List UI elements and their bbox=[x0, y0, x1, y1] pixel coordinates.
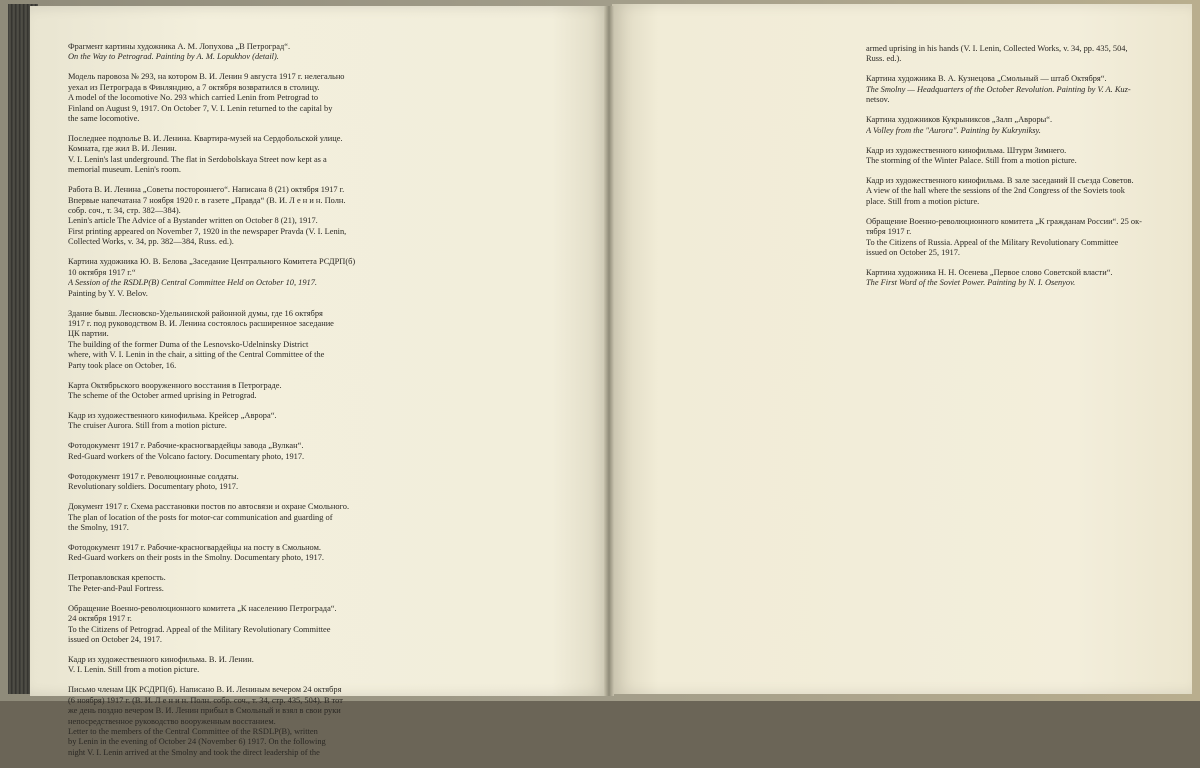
caption-line: ЦК партии. bbox=[68, 329, 109, 339]
caption-line: A Volley from the "Aurora". Painting by Kukryniksy. bbox=[866, 125, 1041, 135]
caption-line: Russ. ed.). bbox=[866, 54, 902, 64]
left-caption-column bbox=[68, 42, 366, 768]
caption-line: 24 октября 1917 г. bbox=[68, 614, 132, 624]
caption-entry bbox=[866, 44, 1178, 65]
caption-line: (6 ноября) 1917 г. (В. И. Л е н и н. Полн. собр. соч., т. 34, стр. 435, 504). В тот bbox=[68, 695, 343, 705]
caption-line: netsov. bbox=[866, 95, 890, 105]
caption-entry bbox=[68, 472, 366, 493]
caption-line: Картина художника Ю. В. Белова „Заседание Центрального Комитета РСДРП(б) bbox=[68, 257, 356, 267]
caption-entry bbox=[68, 604, 366, 646]
caption-line: First printing appeared on November 7, 1920 in the newspaper Pravda (V. I. Lenin, bbox=[68, 226, 347, 236]
caption-entry bbox=[68, 309, 366, 371]
caption-line: Модель паровоза № 293, на котором В. И. Ленин 9 августа 1917 г. нелегально bbox=[68, 72, 345, 82]
caption-line: Фотодокумент 1917 г. Рабочие-красногвардейцы завода „Вулкан“. bbox=[68, 441, 304, 451]
caption-entry bbox=[68, 72, 366, 124]
caption-line: issued on October 25, 1917. bbox=[866, 248, 960, 258]
book-gutter bbox=[604, 6, 614, 696]
caption-line: 10 октября 1917 г.“ bbox=[68, 267, 136, 277]
caption-line: Party took place on October, 16. bbox=[68, 360, 177, 370]
caption-line: Finland on August 9, 1917. On October 7, V. I. Lenin returned to the capital by bbox=[68, 103, 333, 113]
caption-line: The storming of the Winter Palace. Still from a motion picture. bbox=[866, 156, 1077, 166]
caption-line: To the Citizens of Petrograd. Appeal of the Military Revolutionary Committee bbox=[68, 624, 331, 634]
caption-entry bbox=[68, 502, 366, 533]
caption-line: place. Still from a motion picture. bbox=[866, 196, 980, 206]
caption-entry bbox=[866, 115, 1178, 136]
caption-line: A model of the locomotive No. 293 which carried Lenin from Petrograd to bbox=[68, 93, 319, 103]
caption-entry bbox=[866, 146, 1178, 167]
caption-line: night V. I. Lenin arrived at the Smolny and took the direct leadership of the bbox=[68, 747, 320, 757]
caption-line: тября 1917 г. bbox=[866, 227, 912, 237]
caption-entry bbox=[68, 42, 366, 63]
caption-line: Collected Works, v. 34, pp. 382—384, Russ. ed.). bbox=[68, 237, 234, 247]
caption-entry bbox=[68, 185, 366, 247]
caption-line: issued on October 24, 1917. bbox=[68, 635, 162, 644]
caption-line: Фотодокумент 1917 г. Революционные солдаты. bbox=[68, 471, 239, 481]
caption-line: Карта Октябрьского вооруженного восстания в Петрограде. bbox=[68, 380, 282, 390]
caption-line: же день поздно вечером В. И. Ленин прибыл в Смольный и взял в свои руки bbox=[68, 706, 341, 716]
caption-line: The Peter-and-Paul Fortress. bbox=[68, 583, 164, 593]
caption-line: Фотодокумент 1917 г. Рабочие-красногвардейцы на посту в Смольном. bbox=[68, 542, 321, 552]
caption-entry bbox=[68, 573, 366, 594]
caption-line: Письмо членам ЦК РСДРП(б). Написано В. И. Лениным вечером 24 октября bbox=[68, 685, 342, 695]
caption-line: The Smolny — Headquarters of the October Revolution. Painting by V. A. Kuz- bbox=[866, 84, 1131, 94]
caption-line: Кадр из художественного кинофильма. В зале заседаний II съезда Советов. bbox=[866, 176, 1134, 186]
caption-entry bbox=[68, 381, 366, 402]
caption-entry bbox=[68, 134, 366, 176]
caption-line: Кадр из художественного кинофильма. Штурм Зимнего. bbox=[866, 145, 1067, 155]
caption-entry bbox=[866, 217, 1178, 259]
caption-line: Red-Guard workers of the Volcano factory. Documentary photo, 1917. bbox=[68, 451, 305, 461]
caption-line: Кадр из художественного кинофильма. Крейсер „Аврора“. bbox=[68, 410, 277, 420]
caption-line: Кадр из художественного кинофильма. В. И. Ленин. bbox=[68, 655, 254, 664]
caption-line: A Session of the RSDLP(B) Central Committee Held on October 10, 1917. bbox=[68, 278, 317, 288]
caption-line: Петропавловская крепость. bbox=[68, 573, 166, 583]
right-caption-column bbox=[866, 44, 1178, 298]
caption-line: Фрагмент картины художника А. М. Лопухова „В Петроград“. bbox=[68, 42, 291, 51]
caption-entry bbox=[68, 685, 366, 758]
caption-line: непосредственное руководство вооруженным восстанием. bbox=[68, 716, 276, 726]
caption-line: Revolutionary soldiers. Documentary photo, 1917. bbox=[68, 482, 239, 492]
caption-line: Комната, где жил В. И. Ленин. bbox=[68, 144, 177, 154]
caption-line: уехал из Петрограда в Финляндию, а 7 октября возвратился в столицу. bbox=[68, 82, 320, 92]
caption-entry bbox=[68, 655, 366, 676]
caption-entry bbox=[68, 543, 366, 564]
caption-line: memorial museum. Lenin's room. bbox=[68, 165, 181, 175]
caption-line: by Lenin in the evening of October 24 (November 6) 1917. On the following bbox=[68, 737, 326, 747]
caption-line: Впервые напечатана 7 ноября 1920 г. в газете „Правда“ (В. И. Л е н и н. Полн. bbox=[68, 195, 346, 205]
caption-line: The building of the former Duma of the Lesnovsko-Udelninsky District bbox=[68, 339, 309, 349]
caption-line: Картина художника Н. Н. Осенева „Первое слово Советской власти“. bbox=[866, 268, 1113, 278]
caption-line: Lenin's article The Advice of a Bystander written on October 8 (21), 1917. bbox=[68, 216, 318, 226]
caption-entry bbox=[68, 411, 366, 432]
caption-line: Картина художников Кукрыниксов „Залп „Авроры“. bbox=[866, 115, 1053, 125]
caption-entry bbox=[68, 441, 366, 462]
caption-line: The First Word of the Soviet Power. Painting by N. I. Osenyov. bbox=[866, 278, 1076, 288]
caption-line: V. I. Lenin. Still from a motion picture. bbox=[68, 665, 200, 675]
caption-line: V. I. Lenin's last underground. The flat in Serdobolskaya Street now kept as a bbox=[68, 154, 327, 164]
caption-line: собр. соч., т. 34, стр. 382—384). bbox=[68, 206, 181, 216]
caption-entry bbox=[68, 257, 366, 299]
caption-line: The plan of location of the posts for motor-car communication and guarding of bbox=[68, 512, 333, 522]
caption-line: A view of the hall where the sessions of the 2nd Congress of the Soviets took bbox=[866, 186, 1125, 196]
caption-line: Red-Guard workers on their posts in the Smolny. Documentary photo, 1917. bbox=[68, 553, 325, 563]
caption-line: Обращение Военно-революционного комитета „К населению Петрограда“. bbox=[68, 603, 337, 613]
caption-line: The scheme of the October armed uprising in Petrograd. bbox=[68, 390, 257, 400]
caption-line: the Smolny, 1917. bbox=[68, 522, 129, 532]
caption-line: Работа В. И. Ленина „Советы постороннего“. Написана 8 (21) октября 1917 г. bbox=[68, 185, 345, 195]
caption-line: Painting by Y. V. Belov. bbox=[68, 288, 148, 298]
caption-line: 1917 г. под руководством В. И. Ленина состоялось расширенное заседание bbox=[68, 318, 334, 328]
caption-line: To the Citizens of Russia. Appeal of the Military Revolutionary Committee bbox=[866, 237, 1119, 247]
caption-line: Здание бывш. Лесновско-Удельнинской районной думы, где 16 октября bbox=[68, 308, 323, 318]
caption-line: The cruiser Aurora. Still from a motion picture. bbox=[68, 421, 227, 431]
caption-entry bbox=[866, 176, 1178, 207]
caption-line: the same locomotive. bbox=[68, 114, 140, 124]
caption-line: armed uprising in his hands (V. I. Lenin, Collected Works, v. 34, pp. 435, 504, bbox=[866, 44, 1128, 53]
caption-line: Обращение Военно-революционного комитета „К гражданам России“. 25 ок- bbox=[866, 216, 1142, 226]
caption-entry bbox=[866, 268, 1178, 289]
caption-line: Документ 1917 г. Схема расстановки постов по автосвязи и охране Смольного. bbox=[68, 502, 350, 512]
caption-entry bbox=[866, 74, 1178, 105]
caption-line: On the Way to Petrograd. Painting by A. M. Lopukhov (detail). bbox=[68, 52, 279, 62]
caption-line: Letter to the members of the Central Committee of the RSDLP(B), written bbox=[68, 727, 318, 737]
caption-line: Картина художника В. А. Кузнецова „Смольный — штаб Октября“. bbox=[866, 74, 1107, 84]
caption-line: Последнее подполье В. И. Ленина. Квартира-музей на Сердобольской улице. bbox=[68, 134, 343, 144]
caption-line: where, with V. I. Lenin in the chair, a sitting of the Central Committee of the bbox=[68, 350, 325, 360]
